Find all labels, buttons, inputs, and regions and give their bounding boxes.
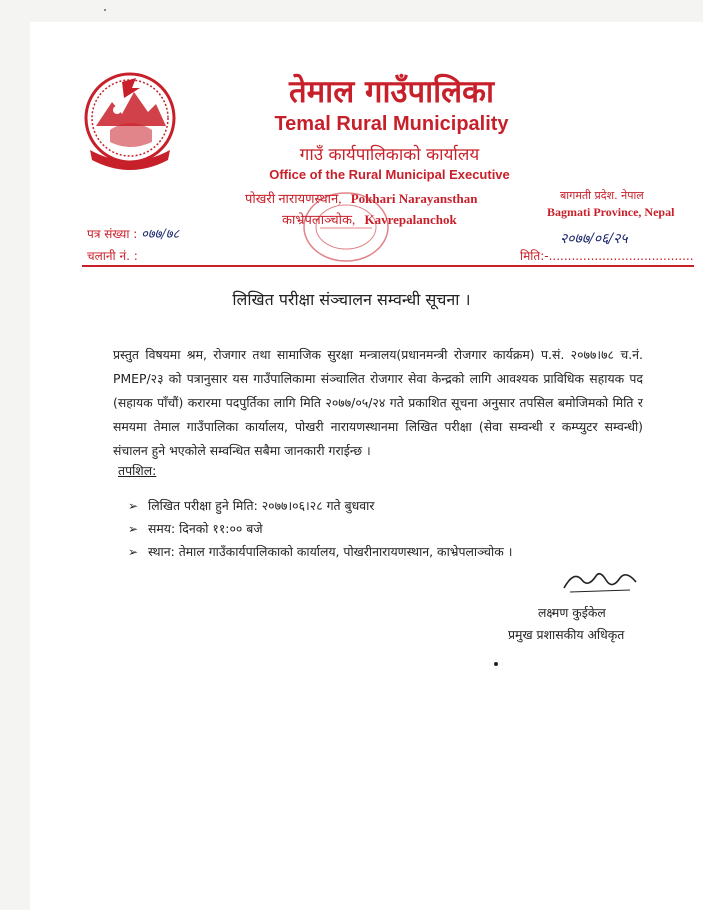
org-name-en: Temal Rural Municipality <box>274 113 509 135</box>
details-list <box>128 494 512 563</box>
exam-date-item: लिखित परीक्षा हुने मिति: २०७७।०६।२८ गते बुधवार <box>148 498 375 513</box>
exam-venue-item: स्थान: तेमाल गाउँकार्यपालिकाको कार्यालय, पोखरीनारायणस्थान, काभ्रेपलाञ्चोक । <box>148 544 513 559</box>
district-en: Kavrepalanchok <box>364 212 457 227</box>
place-np: पोखरी नारायणस्थान, <box>245 191 342 206</box>
signature-icon <box>560 562 640 598</box>
details-heading: तपशिल: <box>118 463 157 478</box>
office-name-en: Office of the Rural Municipal Executive <box>269 167 510 182</box>
dispatch-number-label: चलानी नं. : <box>87 249 138 263</box>
signer-title: प्रमुख प्रशासकीय अधिकृत <box>508 627 625 642</box>
letter-date-handwritten: २०७७/०६/२५ <box>560 231 628 247</box>
list-item <box>128 494 512 517</box>
arrow-bullet-icon: ➢ <box>128 544 139 559</box>
place-en: Pokhari Narayansthan <box>350 191 478 206</box>
province-en: Bagmati Province, Nepal <box>547 205 675 219</box>
reference-label: पत्र संख्या : <box>87 227 138 241</box>
date-label: मिति:-...................................... <box>520 249 694 263</box>
reference-value: ०७७/७८ <box>141 227 180 242</box>
list-item <box>128 540 512 563</box>
exam-time-item: समय: दिनको ११:०० बजे <box>148 521 263 536</box>
ink-speck <box>494 662 498 666</box>
list-item <box>128 517 512 540</box>
header-divider <box>82 265 694 267</box>
org-name-np: तेमाल गाउँपालिका <box>288 74 495 110</box>
province-np: बागमती प्रदेश. नेपाल <box>560 189 644 202</box>
signer-name: लक्ष्मण कुईकेल <box>538 605 606 620</box>
notice-subject: लिखित परीक्षा संञ्चालन सम्वन्धी सूचना । <box>232 290 471 309</box>
arrow-bullet-icon: ➢ <box>128 498 139 513</box>
reference-number <box>87 224 179 242</box>
arrow-bullet-icon: ➢ <box>128 521 139 536</box>
district-np: काभ्रेपलाञ्चोक, <box>282 212 356 227</box>
office-name-np: गाउँ कार्यपालिकाको कार्यालय <box>299 145 480 165</box>
notice-body: प्रस्तुत विषयमा श्रम, रोजगार तथा सामाजिक सुरक्षा मन्त्रालय(प्रधानमन्त्री रोजगार कार्यक्रम) प.सं. २०७७।७८ च.नं. PMEP/२३ को पत्रानुसार यस गाउँपालिकामा संञ्चालित रोजगार सेवा केन्द्रको लागि आवश्यक प्राविधिक सहायक पद (सहायक पाँचौं) करारमा पदपुर्तिका लागि मिति २०७७/०५/२४ गते प्रकाशित सूचना अनुसार तपसिल बमोजिमको मिति र समयमा तेमाल गाउँपालिका कार्यालय, पोखरी नारायणस्थानमा लिखित परीक्षा (सेवा सम्वन्धी र कम्प्युटर सम्वन्धी) संचालन हुने भएकोले सम्वन्धित सबैमा जानकारी गराईन्छ । <box>113 347 643 458</box>
office-stamp-icon <box>300 188 392 266</box>
speck <box>104 9 106 11</box>
